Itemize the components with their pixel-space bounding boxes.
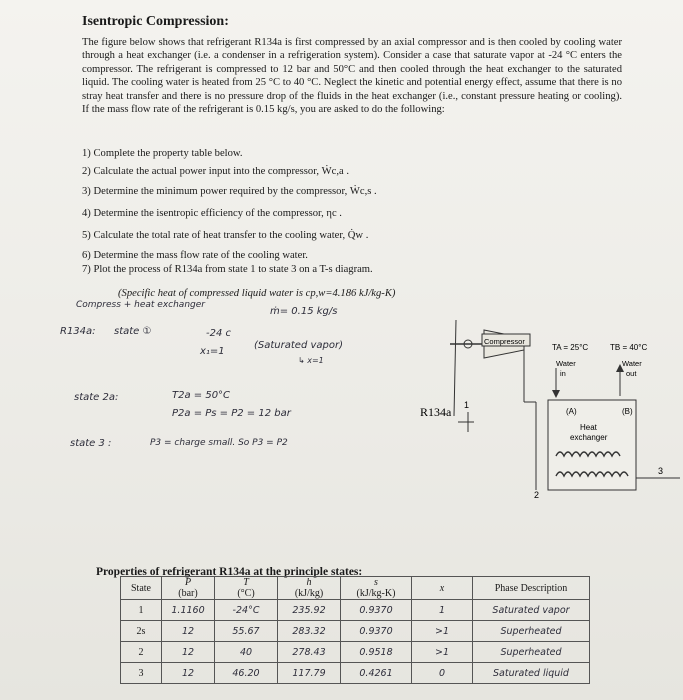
header-state: State [121, 577, 162, 600]
handwritten-state2a-p: P2a = Ps = P2 = 12 bar [172, 408, 291, 419]
handwritten-state3: state 3 : [70, 438, 112, 449]
down-arrow-icon [552, 390, 560, 398]
cell-quality: 1 [412, 600, 473, 621]
handwritten-state1-arrow: ↳ x=1 [298, 356, 324, 365]
handwritten-line: Compress + heat exchanger [76, 300, 205, 310]
hx-label: exchanger [570, 433, 608, 442]
cell-enthalpy: 235.92 [278, 600, 341, 621]
task-item: 3) Determine the minimum power required by the compressor, Ẇc,s . [82, 186, 377, 197]
specific-heat-note: (Specific heat of compressed liquid water is cp,w=4.186 kJ/kg-K) [118, 288, 396, 299]
system-diagram [420, 320, 683, 520]
cell-entropy: 0.9370 [341, 621, 412, 642]
header-enthalpy: h (kJ/kg) [278, 577, 341, 600]
cell-temperature: 55.67 [215, 621, 278, 642]
cell-phase: Saturated vapor [473, 600, 590, 621]
handwritten-state1-x: x₁=1 [200, 346, 225, 357]
inlet-pipe [454, 320, 456, 416]
cell-quality: >1 [412, 642, 473, 663]
cell-pressure: 12 [162, 642, 215, 663]
task-item: 7) Plot the process of R134a from state 1 to state 3 on a T-s diagram. [82, 264, 373, 275]
table-header-row [121, 577, 590, 600]
cell-pressure: 1.1160 [162, 600, 215, 621]
tb-label: TB = 40°C [610, 343, 648, 352]
cell-pressure: 12 [162, 621, 215, 642]
water-in-label: Water [556, 359, 576, 368]
task-item: 4) Determine the isentropic efficiency of the compressor, ηc . [82, 208, 342, 219]
table-row [121, 642, 590, 663]
cell-temperature: 46.20 [215, 663, 278, 684]
state3-label: 3 [658, 466, 664, 476]
property-table-title: Properties of refrigerant R134a at the principle states: [96, 566, 363, 578]
table-row [121, 621, 590, 642]
problem-paragraph: The figure below shows that refrigerant R134a is first compressed by an axial compressor and is then cooled by cooling water through a heat exchanger (i.e. a condenser in a refrigeration system). Consider a case that saturate vapor at -24 °C enters the compressor. The refrigerant is compressed to 12 bar and 50°C and then cooled through the heat exchanger to the saturated liquid. The cooling water is heated from 25 °C to 40 °C. Neglect the kinetic and potential energy effect, assume that there is no stray heat transfer and there is no pressure drop of the fluids in the heat exchanger (i.e., constant pressure heating or cooling). If the mass flow rate of the refrigerant is 0.15 kg/s, you are asked to do the following: [82, 37, 622, 116]
water-in-label: in [560, 369, 566, 378]
header-phase: Phase Description [473, 577, 590, 600]
cell-enthalpy: 117.79 [278, 663, 341, 684]
handwritten-mdot: ṁ= 0.15 kg/s [270, 306, 338, 317]
cell-enthalpy: 278.43 [278, 642, 341, 663]
header-quality: x [412, 577, 473, 600]
state1-label: 1 [464, 400, 470, 410]
r134a-label: R134a [420, 405, 452, 419]
cell-entropy: 0.9518 [341, 642, 412, 663]
cell-state: 2 [121, 642, 162, 663]
cell-state: 2s [121, 621, 162, 642]
header-pressure: P (bar) [162, 577, 215, 600]
handwritten-state3-p: P3 = charge small. So P3 = P2 [150, 438, 288, 448]
task-item: 6) Determine the mass flow rate of the cooling water. [82, 250, 308, 261]
handwritten-state1-sat: (Saturated vapor) [254, 340, 343, 351]
task-item: 5) Calculate the total rate of heat transfer to the cooling water, Q̇w . [82, 230, 369, 241]
hx-port-a: (A) [566, 407, 577, 416]
cell-pressure: 12 [162, 663, 215, 684]
task-item: 2) Calculate the actual power input into the compressor, Ẇc,a . [82, 166, 349, 177]
hx-label: Heat [580, 423, 597, 432]
header-temperature: T (°C) [215, 577, 278, 600]
task-item: 1) Complete the property table below. [82, 148, 243, 159]
cell-phase: Saturated liquid [473, 663, 590, 684]
handwritten-state1-temp: -24 c [206, 328, 232, 339]
cell-entropy: 0.9370 [341, 600, 412, 621]
cell-quality: >1 [412, 621, 473, 642]
water-out-label: out [626, 369, 637, 378]
header-entropy: s (kJ/kg-K) [341, 577, 412, 600]
cell-temperature: -24°C [215, 600, 278, 621]
state2-label: 2 [534, 490, 540, 500]
handwritten-state1: state ① [114, 326, 152, 337]
document-title: Isentropic Compression: [82, 14, 229, 29]
ta-label: TA = 25°C [552, 343, 589, 352]
handwritten-state2a: state 2a: [74, 392, 119, 403]
table-row [121, 600, 590, 621]
cell-state: 1 [121, 600, 162, 621]
cell-phase: Superheated [473, 621, 590, 642]
cell-quality: 0 [412, 663, 473, 684]
cell-entropy: 0.4261 [341, 663, 412, 684]
cell-phase: Superheated [473, 642, 590, 663]
table-row [121, 663, 590, 684]
handwritten-r134a: R134a: [60, 326, 96, 337]
property-table [120, 576, 590, 684]
cell-enthalpy: 283.32 [278, 621, 341, 642]
cell-temperature: 40 [215, 642, 278, 663]
handwritten-state2a-t: T2a = 50°C [172, 390, 231, 401]
cell-state: 3 [121, 663, 162, 684]
compressor-label: Compressor [484, 337, 525, 346]
hx-port-b: (B) [622, 407, 633, 416]
water-out-label: Water [622, 359, 642, 368]
